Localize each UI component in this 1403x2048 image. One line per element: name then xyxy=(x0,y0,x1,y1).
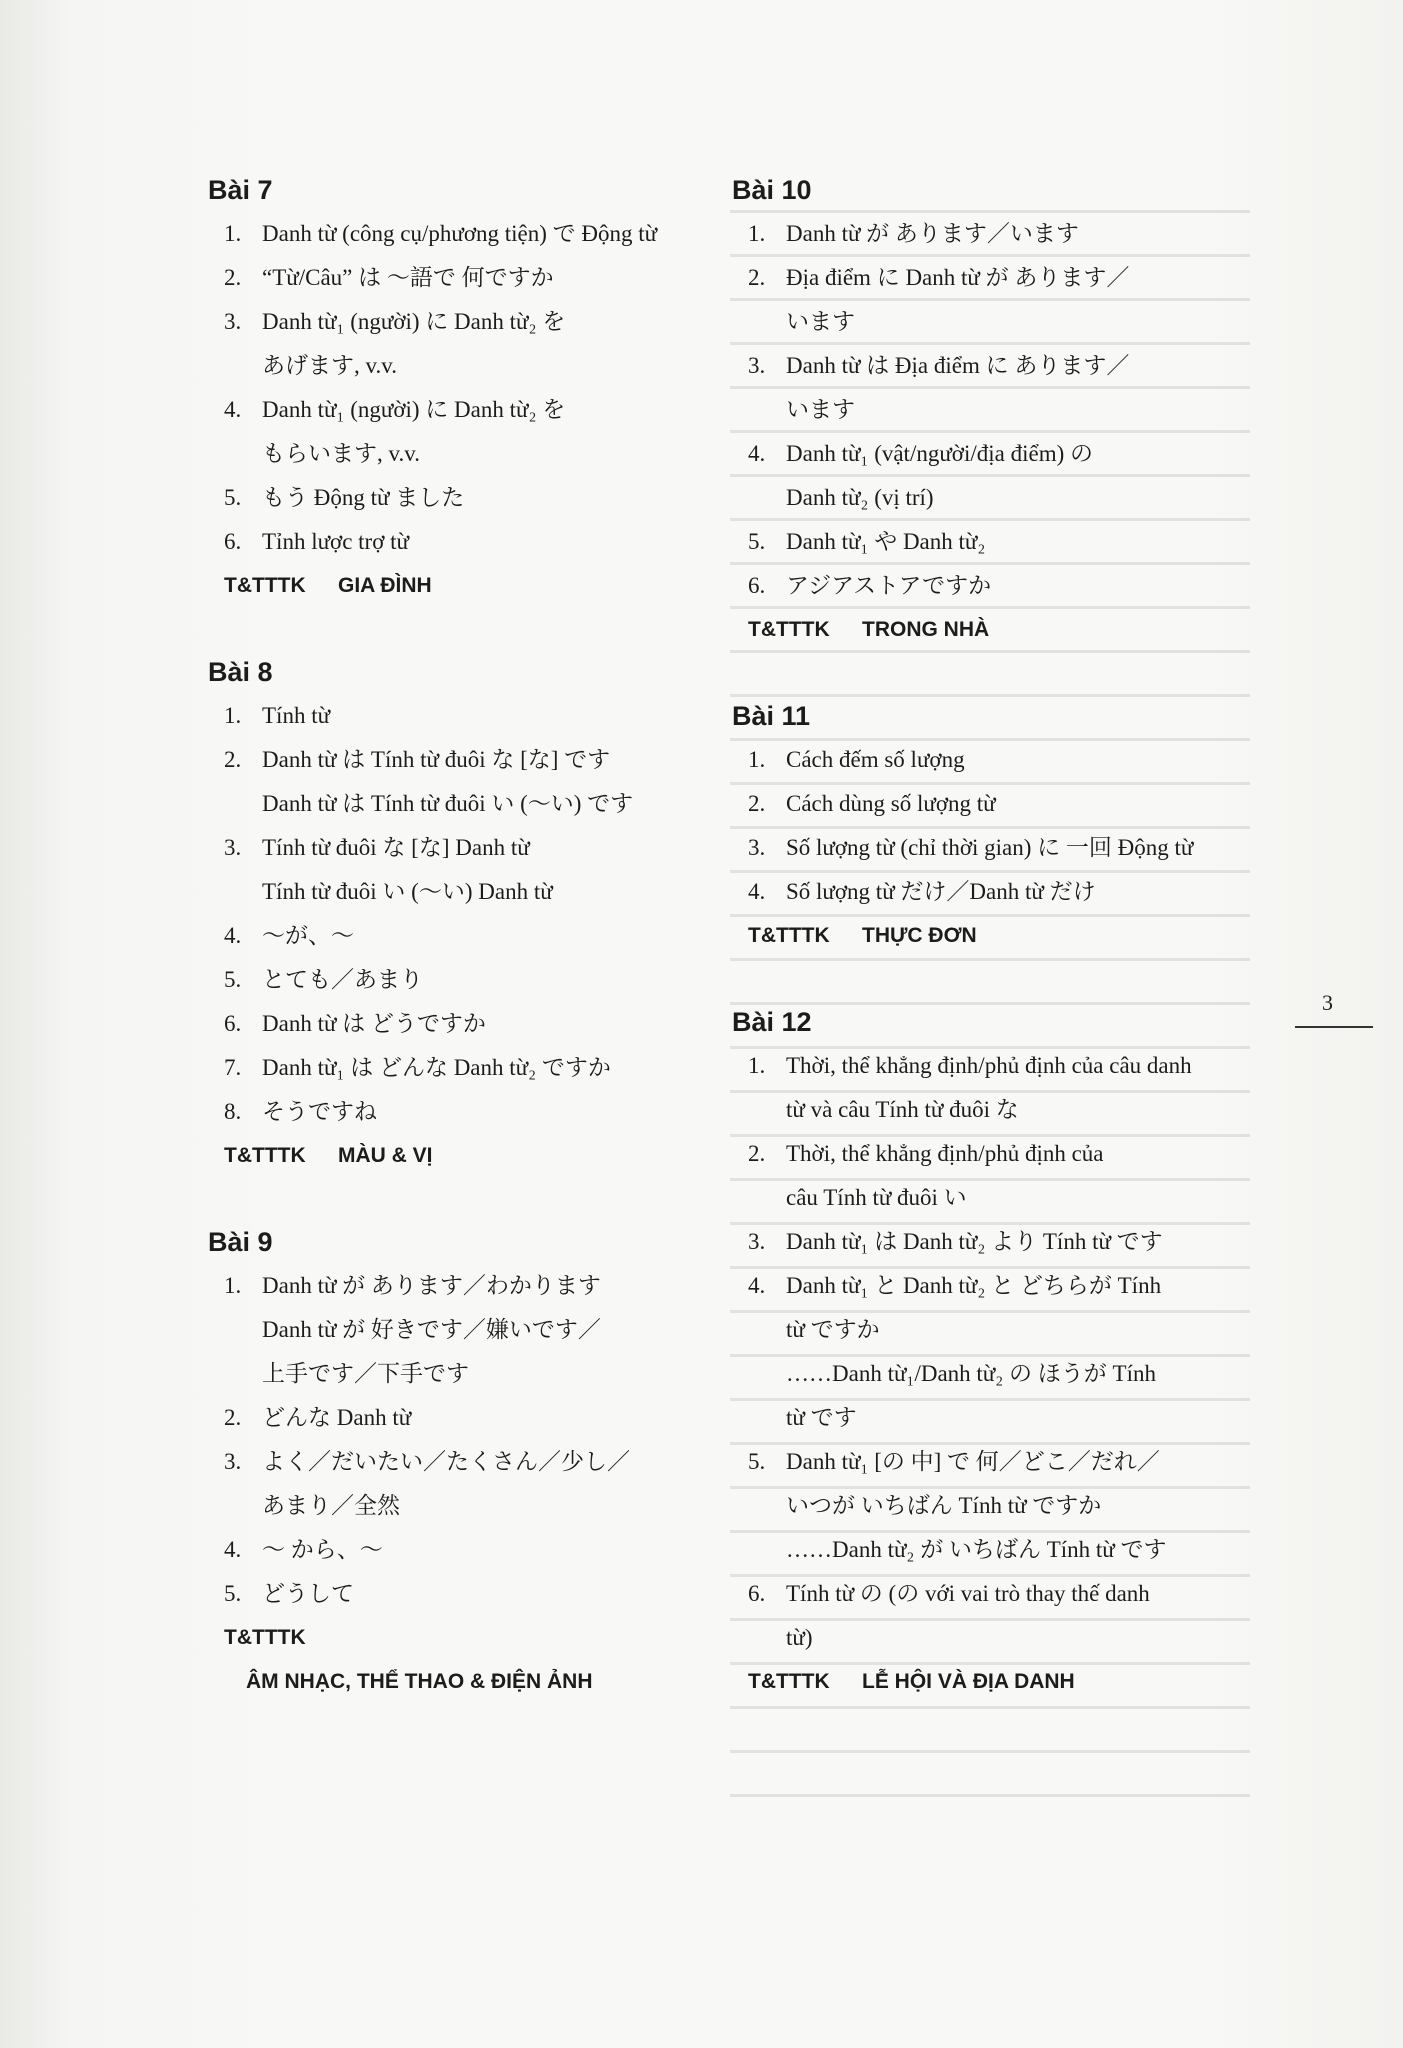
list-item-continuation: いつが いちばん Tính từ ですか xyxy=(786,1493,1102,1518)
list-item: 2. Cách dùng số lượng từ xyxy=(748,791,996,816)
list-item-continuation: từ です xyxy=(786,1405,857,1430)
list-item: 2. Địa điểm に Danh từ が あります／ xyxy=(748,265,1130,290)
topic-line: T&TTTK GIA ĐÌNH xyxy=(224,574,432,597)
list-item: 4. ～ から、～ xyxy=(224,1537,383,1562)
list-item: 4. Danh từ₁ (vật/người/địa điểm) の xyxy=(748,441,1093,466)
list-item-continuation: あまり／全然 xyxy=(262,1493,400,1518)
list-item-continuation: います xyxy=(786,309,855,334)
page-number: 3 xyxy=(1322,990,1333,1015)
topic-line: T&TTTK MÀU & VỊ xyxy=(224,1144,433,1167)
lesson-11 xyxy=(732,694,1252,958)
list-item: 5. Danh từ₁ や Danh từ₂ xyxy=(748,529,986,554)
list-item: 5. とても／あまり xyxy=(224,967,423,992)
list-item-continuation: います xyxy=(786,397,855,422)
list-item: 2. Thời, thể khẳng định/phủ định của xyxy=(748,1141,1104,1166)
list-item: 3. Tính từ đuôi な [な] Danh từ xyxy=(224,835,530,860)
topic-name: ÂM NHẠC, THỂ THAO & ĐIỆN ẢNH xyxy=(246,1670,593,1693)
lesson-title: Bài 8 xyxy=(208,657,273,687)
list-item: 3. Danh từ₁ (người) に Danh từ₂ を xyxy=(224,309,566,334)
list-item-continuation: Danh từ は Tính từ đuôi い (～い) です xyxy=(262,791,634,816)
page-number-rule xyxy=(1295,1026,1373,1028)
list-item: 1. Tính từ xyxy=(224,703,331,728)
list-item: 3. Danh từ₁ は Danh từ₂ より Tính từ です xyxy=(748,1229,1163,1254)
list-item: 5. もう Động từ ました xyxy=(224,485,465,510)
list-item-continuation: あげます, v.v. xyxy=(262,353,398,378)
list-item: 2. Danh từ は Tính từ đuôi な [な] です xyxy=(224,747,611,772)
lesson-9 xyxy=(208,1220,718,1704)
left-column xyxy=(208,168,718,1746)
topic-line: T&TTTK THỰC ĐƠN xyxy=(748,924,977,947)
list-item-continuation: Tính từ đuôi い (～い) Danh từ xyxy=(262,879,553,904)
list-item-continuation: từ và câu Tính từ đuôi な xyxy=(786,1097,1019,1122)
list-item: 5. Danh từ₁ [の 中] で 何／どこ／だれ／ xyxy=(748,1449,1160,1474)
right-column xyxy=(732,168,1252,1746)
topic-label: T&TTTK xyxy=(224,1626,306,1649)
lesson-title: Bài 7 xyxy=(208,175,273,205)
lesson-8 xyxy=(208,650,718,1178)
list-item-continuation: 上手です／下手です xyxy=(262,1361,469,1386)
topic-line: T&TTTK TRONG NHÀ xyxy=(748,618,990,641)
list-item: 3. Danh từ は Địa điểm に あります／ xyxy=(748,353,1130,378)
list-item-continuation: もらいます, v.v. xyxy=(262,441,421,466)
list-item: 4. Danh từ₁ と Danh từ₂ と どちらが Tính xyxy=(748,1273,1162,1298)
lesson-7 xyxy=(208,168,718,608)
list-item-continuation: Danh từ が 好きです／嫌いです／ xyxy=(262,1317,601,1342)
list-item: 4. ～が、～ xyxy=(224,923,354,948)
lesson-title: Bài 10 xyxy=(732,175,812,205)
list-item: 1. Danh từ (công cụ/phương tiện) で Động từ xyxy=(224,221,658,246)
list-item-continuation: câu Tính từ đuôi い xyxy=(786,1185,967,1210)
list-item: 6. Danh từ は どうですか xyxy=(224,1011,486,1036)
list-item: 2. どんな Danh từ xyxy=(224,1405,412,1430)
list-item: 1. Cách đếm số lượng xyxy=(748,747,965,772)
list-item-continuation: ……Danh từ₂ が いちばん Tính từ です xyxy=(786,1537,1167,1562)
lesson-title: Bài 9 xyxy=(208,1227,273,1257)
topic-line: T&TTTK LỄ HỘI VÀ ĐỊA DANH xyxy=(748,1670,1075,1693)
list-item: 4. Danh từ₁ (người) に Danh từ₂ を xyxy=(224,397,566,422)
list-item: 4. Số lượng từ だけ／Danh từ だけ xyxy=(748,879,1096,904)
list-item-continuation: từ ですか xyxy=(786,1317,880,1342)
lesson-10 xyxy=(732,168,1252,652)
lesson-title: Bài 12 xyxy=(732,1007,812,1037)
list-item: 6. アジアストアですか xyxy=(748,573,992,598)
list-item: 2. “Từ/Câu” は ～語で 何ですか xyxy=(224,265,554,290)
list-item: 6. Tỉnh lược trợ từ xyxy=(224,529,409,554)
list-item: 5. どうして xyxy=(224,1581,354,1606)
list-item: 1. Danh từ が あります／わかります xyxy=(224,1273,601,1298)
list-item: 6. Tính từ の (の với vai trò thay thế danh xyxy=(748,1581,1150,1606)
list-item: 1. Danh từ が あります／います xyxy=(748,221,1079,246)
lesson-title: Bài 11 xyxy=(732,701,811,731)
list-item: 1. Thời, thể khẳng định/phủ định của câu danh xyxy=(748,1053,1192,1078)
list-item-continuation: từ) xyxy=(786,1625,813,1650)
list-item: 7. Danh từ₁ は どんな Danh từ₂ ですか xyxy=(224,1055,611,1080)
list-item-continuation: Danh từ₂ (vị trí) xyxy=(786,485,934,510)
list-item-continuation: ……Danh từ₁/Danh từ₂ の ほうが Tính xyxy=(786,1361,1156,1386)
list-item: 8. そうですね xyxy=(224,1099,377,1124)
list-item: 3. Số lượng từ (chỉ thời gian) に 一回 Động từ xyxy=(748,835,1194,860)
lesson-12 xyxy=(732,1000,1252,1704)
list-item: 3. よく／だいたい／たくさん／少し／ xyxy=(224,1449,630,1474)
